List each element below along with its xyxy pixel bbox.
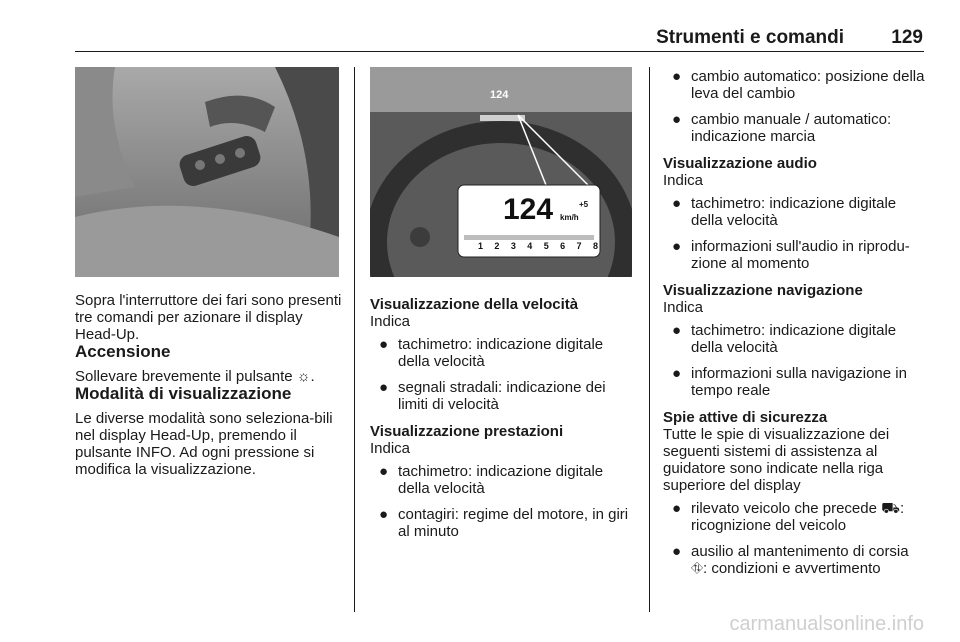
- bullet-icon: ●: [379, 506, 389, 523]
- bullet-icon: ●: [379, 463, 389, 480]
- bullet-icon: ●: [672, 322, 682, 339]
- list-item-text: tachimetro: indicazione digitale della velocità: [691, 322, 897, 356]
- velocita-indica: Indica: [370, 313, 411, 330]
- column-divider-2: [649, 67, 650, 612]
- prestazioni-indica: Indica: [370, 440, 411, 457]
- rpm-tick: 5: [543, 241, 549, 251]
- bullet-icon: ●: [672, 365, 682, 382]
- bullet-icon: ●: [379, 379, 389, 396]
- list-item-text: informazioni sulla navigazione in tempo reale: [691, 365, 907, 399]
- spie-heading: Spie attive di sicurezza: [663, 409, 828, 426]
- hud-speed-unit: km/h: [560, 213, 579, 222]
- bullet-icon: ●: [672, 68, 682, 85]
- list-item: [370, 336, 636, 370]
- list-item-text: ausilio al mantenimento di corsia ⛗: condizioni e avvertimento: [691, 543, 909, 577]
- header-rule: [75, 51, 924, 52]
- list-item: [663, 195, 925, 229]
- spie-list: [663, 500, 925, 577]
- audio-indica: Indica: [663, 172, 704, 189]
- page-header-title: Strumenti e comandi: [656, 27, 844, 48]
- gear-list: [663, 68, 925, 145]
- list-item: [370, 379, 636, 413]
- navigazione-heading: Visualizzazione navigazione: [663, 282, 863, 299]
- list-item: [663, 365, 925, 399]
- list-item: [663, 322, 925, 356]
- watermark: carmanualsonline.info: [729, 613, 924, 635]
- list-item-text: tachimetro: indicazione digitale della velocità: [398, 463, 604, 497]
- list-item-text: tachimetro: indicazione digitale della velocità: [398, 336, 604, 370]
- prestazioni-heading: Visualizzazione prestazioni: [370, 423, 564, 440]
- navigazione-list: [663, 322, 925, 399]
- list-item-text: tachimetro: indicazione digitale della velocità: [691, 195, 897, 229]
- column-3: [663, 68, 925, 586]
- page-number: 129: [891, 27, 923, 48]
- column-divider-1: [354, 67, 355, 612]
- list-item: [370, 506, 636, 540]
- list-item-text: rilevato veicolo che precede ⛟: ricognizione del veicolo: [691, 500, 905, 534]
- navigazione-indica: Indica: [663, 299, 704, 316]
- intro-paragraph: Sopra l'interruttore dei fari sono presenti tre comandi per azionare il display Head-Up.: [75, 292, 342, 343]
- list-item: [663, 543, 925, 577]
- list-item: [663, 111, 925, 145]
- column-1: [75, 292, 343, 478]
- modalita-paragraph: Le diverse modalità sono seleziona-bili nel display Head-Up, premendo il pulsante INFO. Ad ogni pressione si modifica la visualizzazione.: [75, 410, 333, 478]
- bullet-icon: ●: [672, 111, 682, 128]
- accensione-heading: Accensione: [75, 342, 171, 361]
- hud-rpm-bar: [464, 235, 594, 240]
- bullet-icon: ●: [379, 336, 389, 353]
- hud-rpm-scale: [478, 241, 598, 251]
- figure-headlight-switch: [75, 67, 339, 277]
- bullet-icon: ●: [672, 238, 682, 255]
- list-item: [663, 68, 925, 102]
- rpm-tick: 7: [576, 241, 582, 251]
- rpm-tick: 6: [560, 241, 566, 251]
- hud-gear-indicator: +5: [579, 200, 589, 209]
- velocita-heading: Visualizzazione della velocità: [370, 296, 579, 313]
- list-item: [663, 238, 925, 272]
- hud-speed-value: 124: [503, 193, 554, 226]
- list-item-text: contagiri: regime del motore, in giri al minuto: [398, 506, 629, 540]
- audio-list: [663, 195, 925, 272]
- modalita-heading: Modalità di visualizzazione: [75, 384, 292, 403]
- figure-head-up-display: [370, 67, 632, 277]
- rpm-tick: 3: [510, 241, 516, 251]
- list-item: [370, 463, 636, 497]
- accensione-paragraph: Sollevare brevemente il pulsante ☼.: [75, 368, 315, 385]
- bullet-icon: ●: [672, 195, 682, 212]
- headlight-switch-illustration: [75, 67, 339, 277]
- bullet-icon: ●: [672, 543, 682, 560]
- column-2: [370, 296, 636, 549]
- rpm-tick: 1: [478, 241, 484, 251]
- list-item-text: segnali stradali: indicazione dei limiti di velocità: [398, 379, 606, 413]
- rpm-tick: 8: [592, 241, 598, 251]
- list-item-text: cambio automatico: posizione della leva del cambio: [691, 68, 925, 102]
- velocita-list: [370, 336, 636, 413]
- list-item-text: cambio manuale / automatico: indicazione marcia: [691, 111, 892, 145]
- rpm-tick: 2: [494, 241, 500, 251]
- spie-paragraph: Tutte le spie di visualizzazione dei seguenti sistemi di assistenza al guidatore sono indicate nella riga superiore del display: [663, 426, 890, 494]
- bullet-icon: ●: [672, 500, 682, 517]
- audio-heading: Visualizzazione audio: [663, 155, 817, 172]
- hud-top-speed: 124: [490, 89, 509, 101]
- prestazioni-list: [370, 463, 636, 540]
- rpm-tick: 4: [527, 241, 533, 251]
- list-item: [663, 500, 925, 534]
- list-item-text: informazioni sull'audio in riprodu-zione al momento: [691, 238, 910, 272]
